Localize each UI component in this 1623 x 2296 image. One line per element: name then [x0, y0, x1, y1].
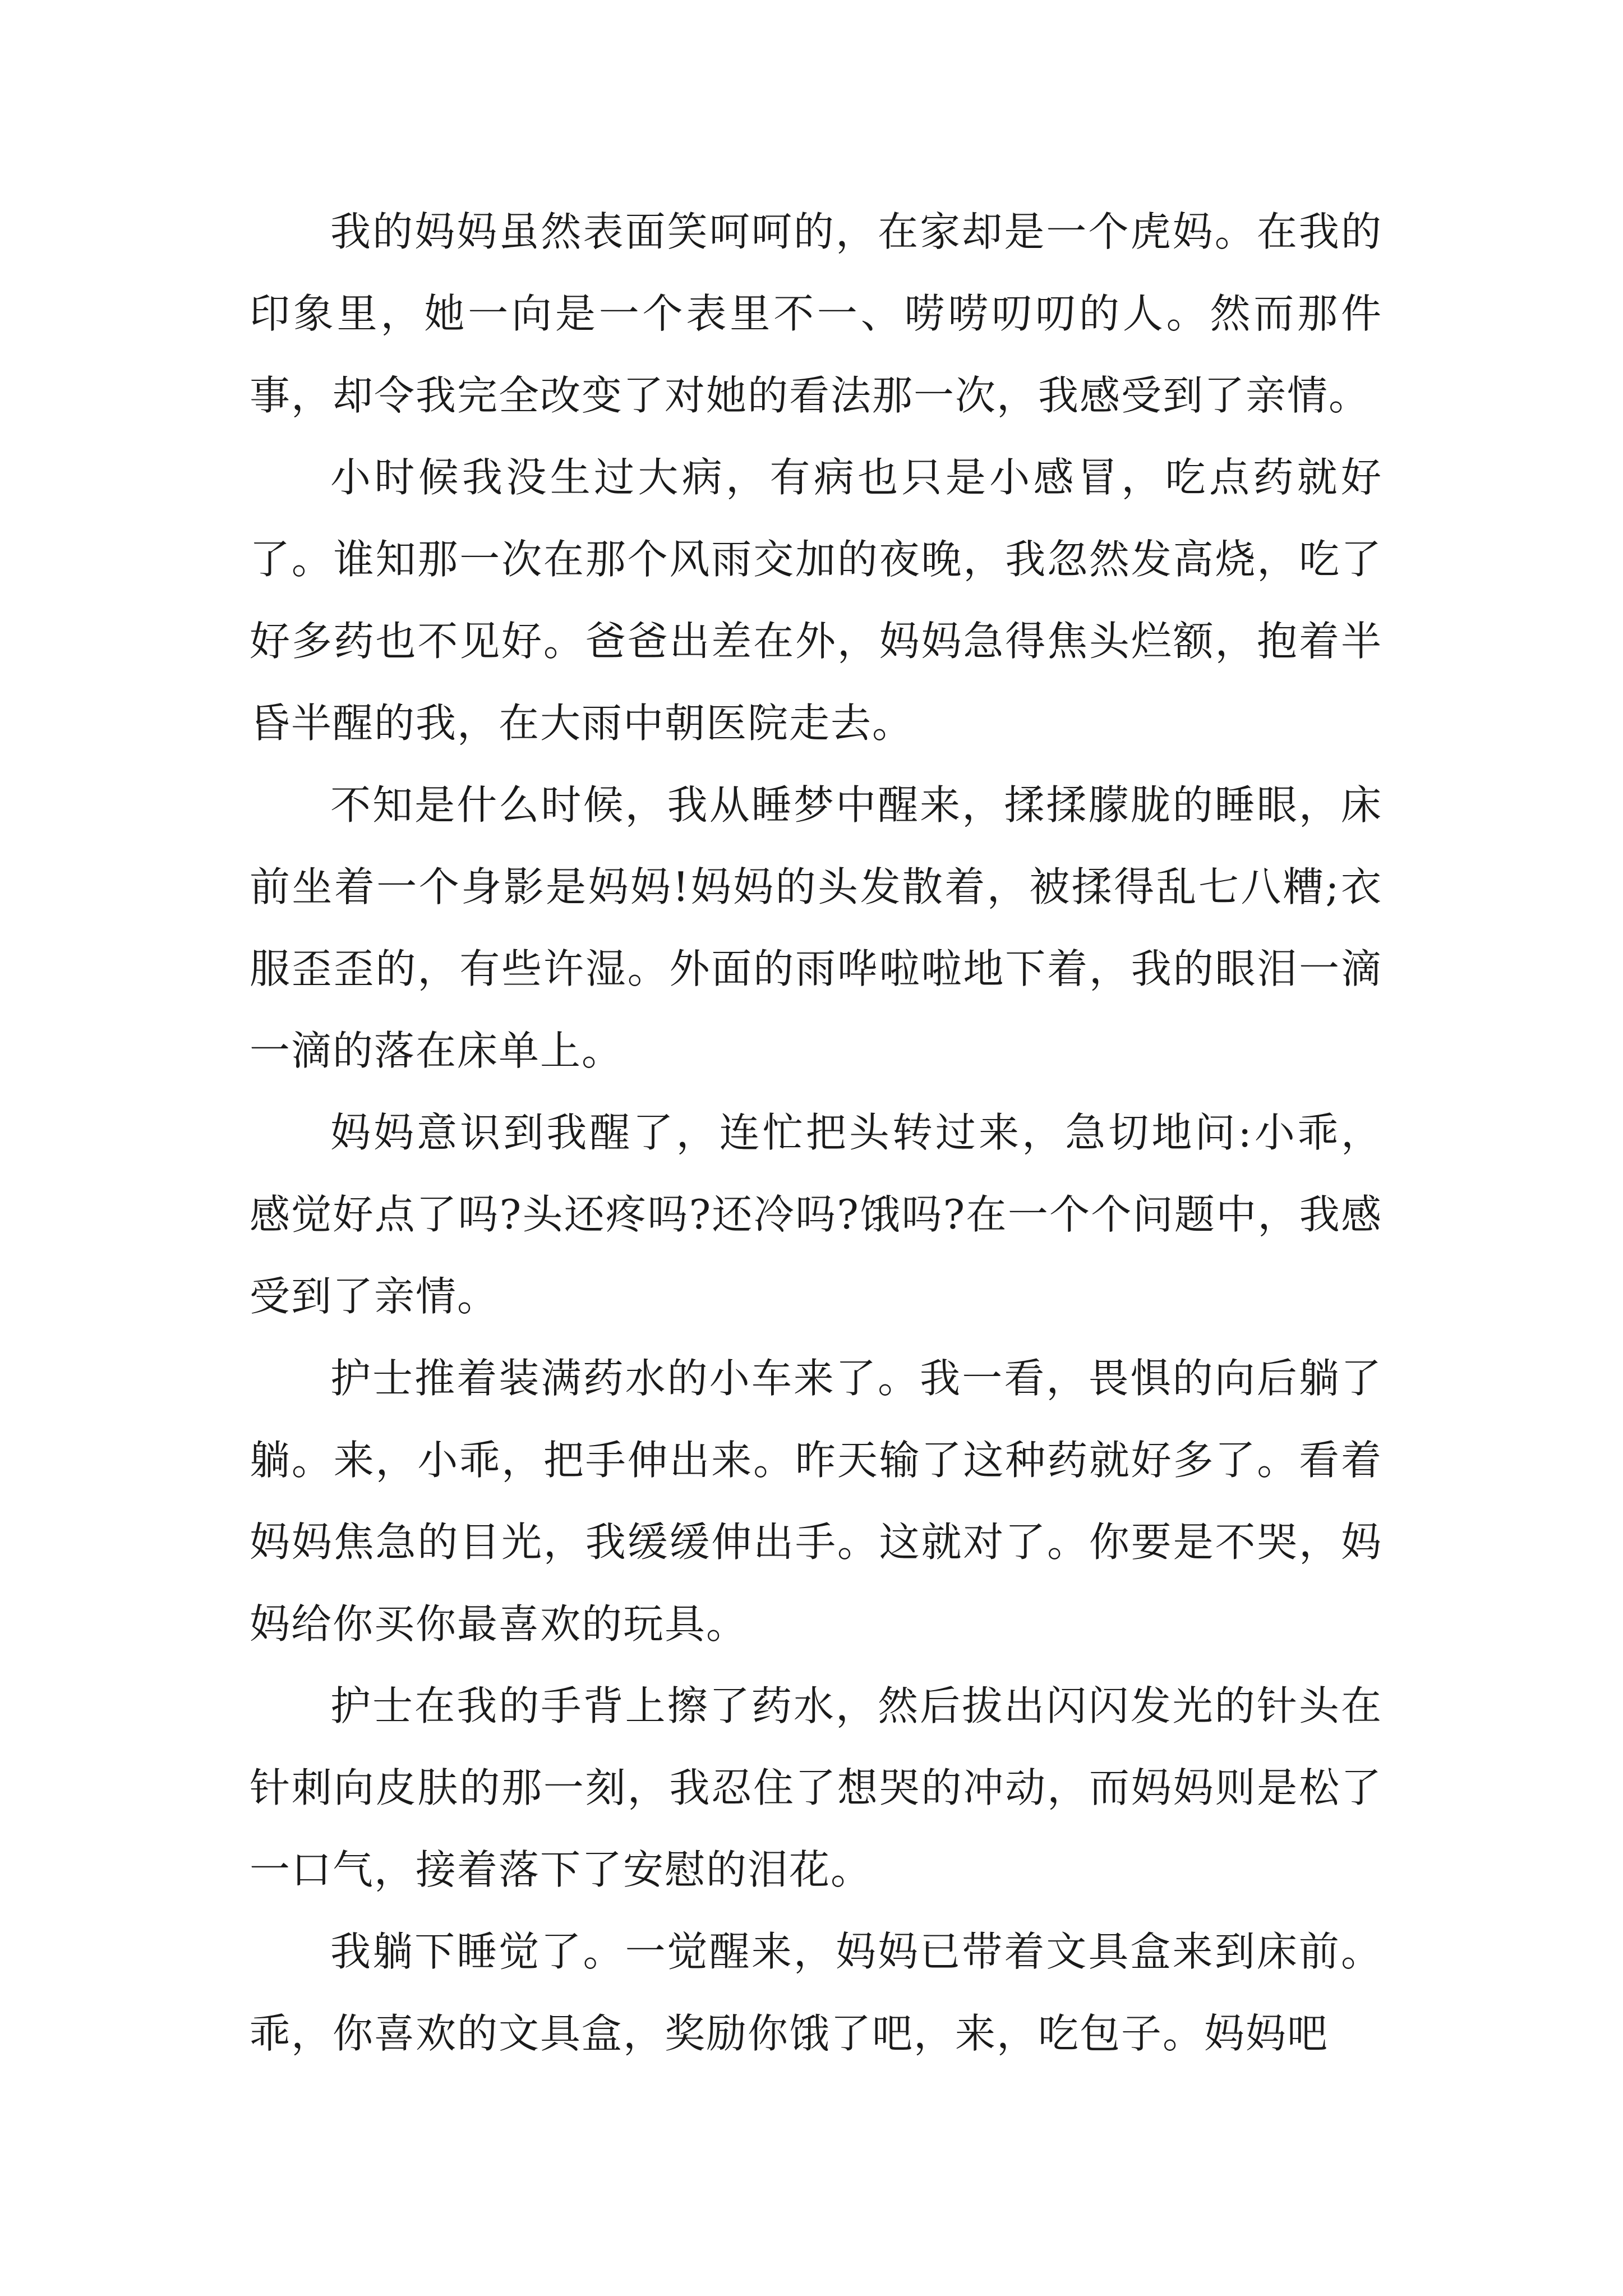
article-body — [250, 191, 1382, 2074]
paragraph-7: 我躺下睡觉了。一觉醒来，妈妈已带着文具盒来到床前。乖，你喜欢的文具盒，奖励你饿了吧，来，吃包子。妈妈吧 — [250, 1928, 1382, 2057]
paragraph-3: 不知是什么时候，我从睡梦中醒来，揉揉朦胧的睡眼，床前坐着一个身影是妈妈!妈妈的头发散着，被揉得乱七八糟;衣服歪歪的，有些许湿。外面的雨哗啦啦地下着，我的眼泪一滴一滴的落在床单上。 — [250, 781, 1382, 1074]
paragraph-2: 小时候我没生过大病，有病也只是小感冒，吃点药就好了。谁知那一次在那个风雨交加的夜晚，我忽然发高烧，吃了好多药也不见好。爸爸出差在外，妈妈急得焦头烂额，抱着半昏半醒的我，在大雨中朝医院走去。 — [250, 454, 1382, 747]
paragraph-1: 我的妈妈虽然表面笑呵呵的，在家却是一个虎妈。在我的印象里，她一向是一个表里不一、唠唠叨叨的人。然而那件事，却令我完全改变了对她的看法那一次，我感受到了亲情。 — [250, 208, 1382, 419]
paragraph-5: 护士推着装满药水的小车来了。我一看，畏惧的向后躺了躺。来，小乖，把手伸出来。昨天输了这种药就好多了。看着妈妈焦急的目光，我缓缓伸出手。这就对了。你要是不哭，妈妈给你买你最喜欢的玩具。 — [250, 1355, 1382, 1648]
paragraph-4: 妈妈意识到我醒了，连忙把头转过来，急切地问:小乖，感觉好点了吗?头还疼吗?还冷吗?饿吗?在一个个问题中，我感受到了亲情。 — [250, 1109, 1382, 1320]
paragraph-6: 护士在我的手背上擦了药水，然后拔出闪闪发光的针头在针刺向皮肤的那一刻，我忍住了想哭的冲动，而妈妈则是松了一口气，接着落下了安慰的泪花。 — [250, 1682, 1382, 1893]
